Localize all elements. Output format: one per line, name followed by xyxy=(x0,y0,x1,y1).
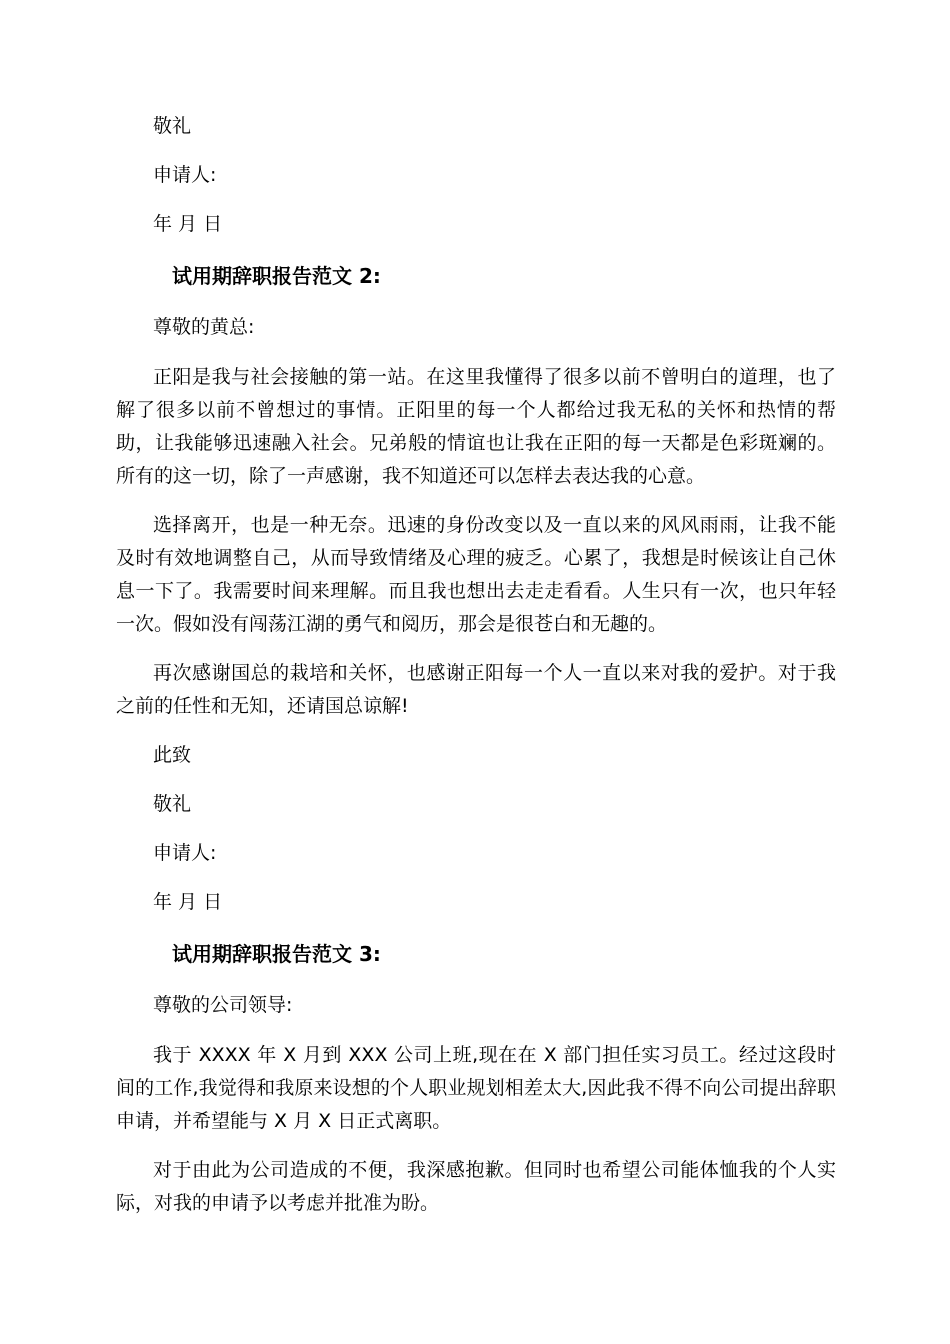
closing-salutation: 敬礼 xyxy=(153,793,192,815)
section-heading: 试用期辞职报告范文 3: xyxy=(172,942,381,966)
paragraph: 我于 XXXX 年 X 月到 XXX 公司上班,现在在 X 部门担任实习员工。经过这段时间的工作,我觉得和我原来设想的个人职业规划相差太大,因此我不得不向公司提出辞职申请，并希望能与 X 月 X 日正式离职。 xyxy=(116,1044,836,1132)
paragraph: 再次感谢国总的栽培和关怀，也感谢正阳每一个人一直以来对我的爱护。对于我之前的任性和无知，还请国总谅解! xyxy=(116,662,836,717)
greeting: 尊敬的黄总: xyxy=(153,316,255,338)
applicant-label: 申请人: xyxy=(153,842,217,864)
paragraph: 正阳是我与社会接触的第一站。在这里我懂得了很多以前不曾明白的道理，也了解了很多以前不曾想过的事情。正阳里的每一个人都给过我无私的关怀和热情的帮助，让我能够迅速融入社会。兄弟般的情谊也让我在正阳的每一天都是色彩斑斓的。所有的这一切，除了一声感谢，我不知道还可以怎样去表达我的心意。 xyxy=(116,366,836,487)
closing-salutation: 敬礼 xyxy=(153,115,192,137)
date-line: 年 月 日 xyxy=(153,213,223,235)
paragraph: 对于由此为公司造成的不便，我深感抱歉。但同时也希望公司能体恤我的个人实际，对我的申请予以考虑并批准为盼。 xyxy=(116,1159,836,1214)
section-heading: 试用期辞职报告范文 2: xyxy=(172,264,381,288)
paragraph: 选择离开，也是一种无奈。迅速的身份改变以及一直以来的风风雨雨，让我不能及时有效地调整自己，从而导致情绪及心理的疲乏。心累了，我想是时候该让自己休息一下了。我需要时间来理解。而且我也想出去走走看看。人生只有一次，也只年轻一次。假如没有闯荡江湖的勇气和阅历，那会是很苍白和无趣的。 xyxy=(116,514,836,635)
date-line: 年 月 日 xyxy=(153,891,223,913)
closing-line: 此致 xyxy=(153,744,192,766)
applicant-label: 申请人: xyxy=(153,164,217,186)
greeting: 尊敬的公司领导: xyxy=(153,994,293,1016)
